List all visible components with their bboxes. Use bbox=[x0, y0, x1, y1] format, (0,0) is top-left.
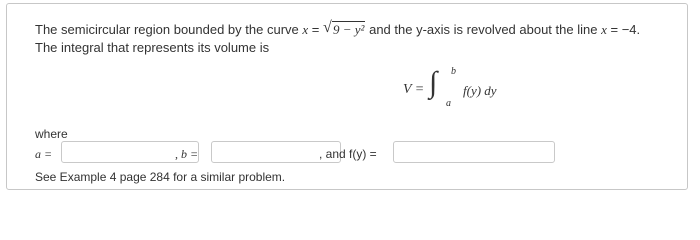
where-label: where bbox=[35, 127, 68, 141]
f-label: , and f(y) = bbox=[319, 147, 377, 161]
curve-lhs: x bbox=[302, 22, 309, 37]
example-reference: See Example 4 page 284 for a similar problem. bbox=[35, 170, 286, 184]
a-label: a = bbox=[35, 147, 53, 161]
question-text-before-curve: The semicircular region bounded by the curve bbox=[35, 22, 299, 37]
lower-limit: a bbox=[446, 98, 451, 109]
question-panel bbox=[6, 3, 688, 190]
question-text-after-curve: and the y-axis is revolved about the line bbox=[369, 22, 598, 37]
line-value: −4. bbox=[621, 22, 641, 37]
integrand: f(y) dy bbox=[463, 83, 497, 98]
curve-radicand: 9 − y² bbox=[333, 22, 365, 37]
question-line-1: The semicircular region bounded by the curve x = √ 9 − y² and the y-axis is revolved about the line x = −4. bbox=[35, 19, 641, 37]
volume-integral-formula bbox=[403, 66, 543, 109]
formula-lhs: V = bbox=[403, 82, 425, 97]
f-input[interactable] bbox=[393, 141, 555, 163]
integral-sign-icon: ∫ bbox=[429, 66, 438, 99]
question-line-2: The integral that represents its volume is bbox=[35, 40, 270, 55]
b-label: , b = bbox=[175, 147, 199, 161]
curve-sqrt: √ 9 − y² bbox=[323, 19, 365, 37]
upper-limit: b bbox=[451, 66, 456, 77]
line-lhs: x bbox=[601, 22, 607, 37]
